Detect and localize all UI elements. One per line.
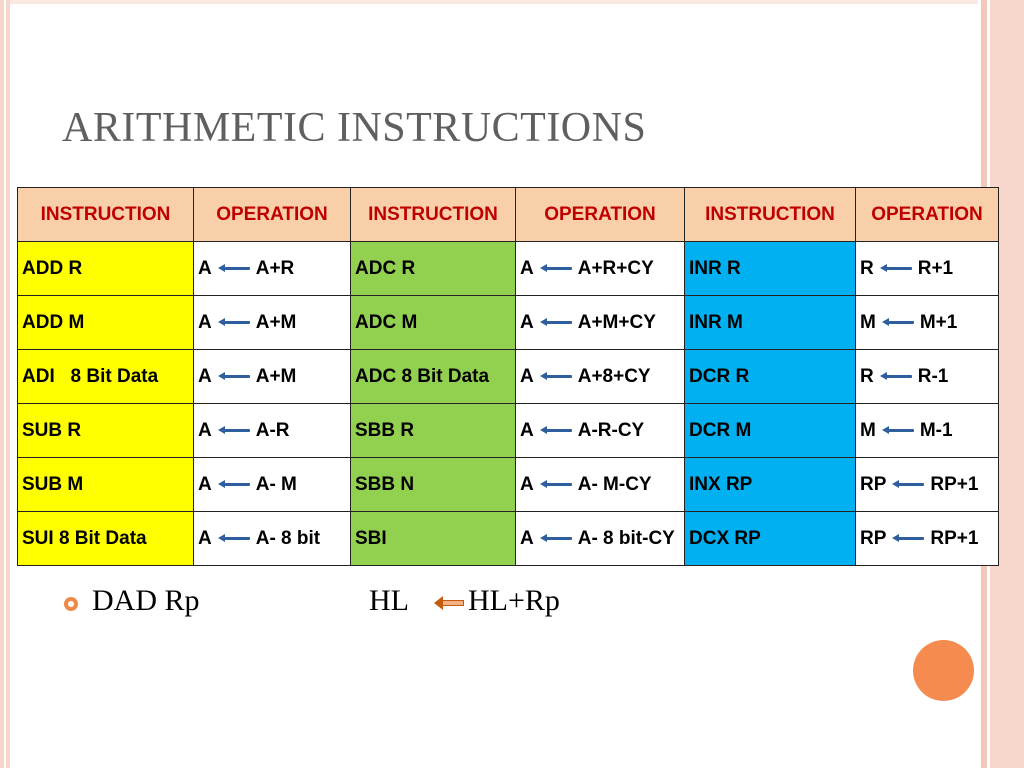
table-row — [18, 242, 999, 296]
operation-destination: R — [860, 365, 874, 387]
operation-cell — [516, 242, 685, 296]
table-row — [18, 458, 999, 512]
instruction-cell: INR R — [685, 242, 856, 296]
operation-destination: A — [520, 473, 534, 495]
operation-expression: RP+1 — [930, 527, 979, 549]
operation-cell — [516, 404, 685, 458]
operation-cell — [194, 296, 351, 350]
instruction-cell: ADC 8 Bit Data — [351, 350, 516, 404]
operation-expression: A+R+CY — [577, 257, 654, 279]
ring-bullet-icon — [64, 597, 78, 611]
operation-destination: RP — [860, 527, 887, 549]
left-arrow-icon — [882, 320, 914, 325]
operation-cell — [516, 296, 685, 350]
left-arrow-icon — [540, 374, 572, 379]
left-arrow-icon — [880, 266, 912, 271]
decorative-circle — [913, 640, 974, 701]
instruction-cell: DCX RP — [685, 512, 856, 566]
operation-expression: A- M-CY — [577, 473, 652, 495]
instruction-cell: SUI 8 Bit Data — [18, 512, 194, 566]
instruction-cell: ADD M — [18, 296, 194, 350]
operation-expression: A+M — [255, 365, 297, 387]
instruction-cell: SUB R — [18, 404, 194, 458]
operation-expression: M-1 — [919, 419, 953, 441]
operation-expression: A-R — [255, 419, 290, 441]
operation-destination: A — [198, 311, 212, 333]
left-arrow-icon — [892, 482, 924, 487]
instruction-cell: INX RP — [685, 458, 856, 512]
operation-cell — [194, 404, 351, 458]
operation-destination: A — [198, 527, 212, 549]
operation-destination: A — [198, 257, 212, 279]
left-arrow-icon — [218, 428, 250, 433]
instruction-cell: SUB M — [18, 458, 194, 512]
header-operation-3: OPERATION — [856, 188, 999, 242]
slide-title: ARITHMETIC INSTRUCTIONS — [62, 105, 647, 151]
operation-destination: A — [198, 473, 212, 495]
header-instruction-1: INSTRUCTION — [18, 188, 194, 242]
operation-cell — [516, 350, 685, 404]
operation-expression: R+1 — [917, 257, 954, 279]
instruction-cell: SBB R — [351, 404, 516, 458]
table-row — [18, 350, 999, 404]
left-arrow-icon — [218, 536, 250, 541]
instruction-cell: ADD R — [18, 242, 194, 296]
operation-cell — [856, 350, 999, 404]
left-arrow-icon — [880, 374, 912, 379]
operation-expression: A+M+CY — [577, 311, 656, 333]
left-arrow-icon — [882, 428, 914, 433]
operation-expression: A+8+CY — [577, 365, 651, 387]
operation-destination: A — [198, 365, 212, 387]
table-body — [18, 242, 999, 566]
bullet-lhs: HL — [369, 584, 409, 617]
header-instruction-2: INSTRUCTION — [351, 188, 516, 242]
left-arrow-icon — [540, 428, 572, 433]
left-arrow-icon — [540, 320, 572, 325]
operation-cell — [194, 458, 351, 512]
table-header-row — [18, 188, 999, 242]
operation-cell — [516, 512, 685, 566]
operation-expression: RP+1 — [930, 473, 979, 495]
operation-destination: A — [520, 419, 534, 441]
instruction-cell: SBB N — [351, 458, 516, 512]
left-arrow-icon — [434, 598, 464, 608]
operation-cell — [194, 242, 351, 296]
left-arrow-icon — [540, 482, 572, 487]
header-operation-1: OPERATION — [194, 188, 351, 242]
instruction-cell: SBI — [351, 512, 516, 566]
left-arrow-icon — [218, 482, 250, 487]
table-row — [18, 296, 999, 350]
left-arrow-icon — [218, 374, 250, 379]
operation-destination: A — [198, 419, 212, 441]
operation-cell — [856, 458, 999, 512]
operation-expression: A- 8 bit — [255, 527, 321, 549]
header-operation-2: OPERATION — [516, 188, 685, 242]
arithmetic-instructions-table — [17, 187, 999, 566]
left-arrow-icon — [892, 536, 924, 541]
table-row — [18, 512, 999, 566]
left-arrow-icon — [218, 266, 250, 271]
operation-cell — [194, 350, 351, 404]
operation-expression: A-R-CY — [577, 419, 645, 441]
bullet-instruction: DAD Rp — [92, 584, 200, 617]
operation-cell — [194, 512, 351, 566]
left-border-decoration — [0, 0, 10, 768]
left-arrow-icon — [540, 536, 572, 541]
operation-expression: A- 8 bit-CY — [577, 527, 675, 549]
operation-destination: RP — [860, 473, 887, 495]
operation-destination: M — [860, 311, 876, 333]
operation-cell — [856, 404, 999, 458]
operation-destination: A — [520, 311, 534, 333]
operation-destination: A — [520, 257, 534, 279]
operation-expression: A+R — [255, 257, 295, 279]
header-instruction-3: INSTRUCTION — [685, 188, 856, 242]
operation-expression: A+M — [255, 311, 297, 333]
instruction-cell: ADC R — [351, 242, 516, 296]
operation-expression: R-1 — [917, 365, 949, 387]
instruction-cell: ADI 8 Bit Data — [18, 350, 194, 404]
operation-destination: A — [520, 365, 534, 387]
operation-cell — [856, 242, 999, 296]
instruction-cell: DCR M — [685, 404, 856, 458]
operation-cell — [856, 512, 999, 566]
instruction-cell: DCR R — [685, 350, 856, 404]
operation-cell — [516, 458, 685, 512]
operation-destination: R — [860, 257, 874, 279]
left-arrow-icon — [540, 266, 572, 271]
instruction-cell: INR M — [685, 296, 856, 350]
top-border-decoration — [10, 0, 978, 4]
operation-expression: A- M — [255, 473, 297, 495]
instruction-cell: ADC M — [351, 296, 516, 350]
left-arrow-icon — [218, 320, 250, 325]
operation-destination: M — [860, 419, 876, 441]
bullet-rhs: HL+Rp — [468, 584, 560, 617]
table-row — [18, 404, 999, 458]
operation-destination: A — [520, 527, 534, 549]
operation-cell — [856, 296, 999, 350]
operation-expression: M+1 — [919, 311, 958, 333]
